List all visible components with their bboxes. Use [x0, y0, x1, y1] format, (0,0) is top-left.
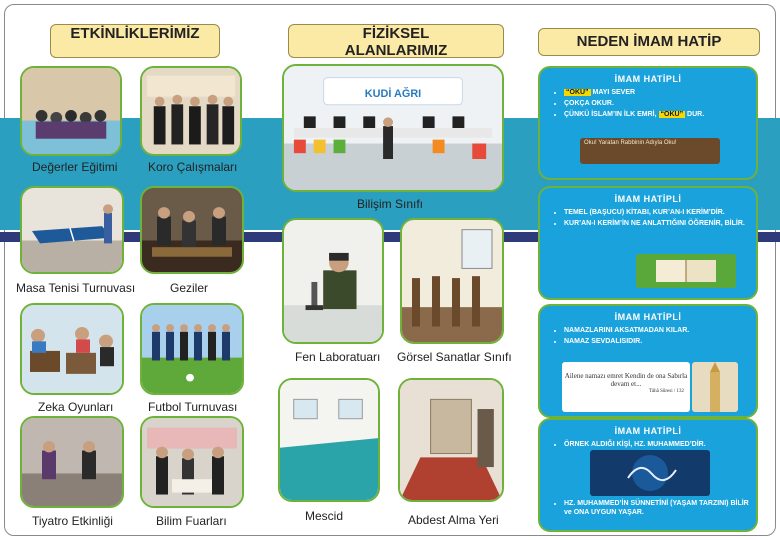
computer-class-scene-icon — [284, 66, 502, 190]
classroom-scene-icon — [22, 68, 120, 154]
caption-art-class: Görsel Sanatlar Sınıfı — [397, 350, 512, 364]
list-item: • ÇOKÇA OKUR. — [564, 99, 756, 108]
card-title: İMAM HATİPLİ — [614, 426, 682, 436]
photo-science-lab — [282, 218, 384, 344]
microscope-scene-icon — [284, 220, 382, 342]
photo-theatre — [20, 416, 124, 508]
verse-text: Ailene namazı emret Kendin de ona Sabırla devam et... — [564, 372, 688, 388]
art-class-scene-icon — [402, 220, 502, 342]
photo-art-class — [400, 218, 504, 344]
photo-computer-class — [282, 64, 504, 192]
card-quran — [538, 186, 758, 300]
list-item: • ÖRNEK ALDIĞI KİŞİ, HZ. MUHAMMED’DİR. — [564, 440, 756, 449]
highlight: “OKU” — [660, 111, 684, 118]
photo-science-fair — [140, 416, 244, 508]
photo-pingpong — [20, 186, 124, 274]
theatre-scene-icon — [22, 418, 122, 506]
card-list — [540, 326, 756, 346]
football-scene-icon — [142, 305, 242, 393]
caption-pingpong: Masa Tenisi Turnuvası — [16, 281, 136, 295]
card-list — [540, 88, 756, 119]
verse-reference: Tâhâ Sûresi / 132 — [648, 389, 684, 394]
title-activities — [50, 24, 220, 58]
mind-games-scene-icon — [22, 305, 122, 393]
caption-prayer-room: Mescid — [305, 509, 344, 523]
card-title: İMAM HATİPLİ — [614, 194, 682, 204]
title-activities-text: ETKİNLİKLERİMİZ — [70, 25, 200, 42]
open-book-icon — [636, 254, 736, 288]
card-prayer — [538, 304, 758, 418]
science-fair-scene-icon — [142, 418, 242, 506]
caption-science-lab: Fen Laboratuarı — [295, 350, 381, 364]
card-title: İMAM HATİPLİ — [614, 312, 682, 322]
title-physical-spaces-text: FİZİKSEL ALANLARIMIZ — [344, 25, 448, 59]
calligraphy-image — [590, 450, 710, 496]
quran-reading-image — [580, 138, 720, 164]
caption-mind-games: Zeka Oyunları — [38, 400, 114, 414]
photo-prayer-room — [278, 378, 380, 502]
caption-choir: Koro Çalışmaları — [148, 160, 238, 174]
caption-trips: Geziler — [170, 281, 209, 295]
caption-values-education: Değerler Eğitimi — [32, 160, 118, 174]
list-item: • ÇÜNKÜ İSLAM’IN İLK EMRİ, “OKU” DUR. — [564, 110, 756, 119]
list-item: • HZ. MUHAMMED’İN SÜNNETİNİ (YAŞAM TARZINI) BİLİR ve ONA UYGUN YAŞAR. — [564, 499, 756, 517]
ablution-scene-icon — [400, 380, 502, 500]
list-item: • KUR’AN-I KERİM’İN NE ANLATTIĞINI ÖĞRENİR, BİLİR. — [564, 219, 756, 228]
sign-text: KUDİ AĞRI — [364, 88, 422, 100]
card-list-bottom — [540, 499, 756, 517]
prayer-room-scene-icon — [280, 380, 378, 500]
choir-scene-icon — [142, 68, 240, 154]
title-why-imam-hatip — [538, 28, 760, 56]
caption-theatre: Tiyatro Etkinliği — [32, 514, 113, 528]
photo-football — [140, 303, 244, 395]
caption-science-fair: Bilim Fuarları — [156, 514, 227, 528]
list-item: • “OKU” MAYI SEVER — [564, 88, 756, 97]
card-title: İMAM HATİPLİ — [614, 74, 682, 84]
photo-choir — [140, 66, 242, 156]
title-physical-spaces — [288, 24, 504, 58]
list-item: • TEMEL (BAŞUCU) KİTABI, KUR’AN-I KERİM’DİR. — [564, 208, 756, 217]
photo-trips — [140, 186, 244, 274]
card-prophet — [538, 418, 758, 532]
verse-panel — [562, 362, 690, 412]
photo-ablution-area — [398, 378, 504, 502]
title-why-imam-hatip-text: NEDEN İMAM HATİP — [576, 33, 722, 50]
card-list — [540, 208, 756, 228]
trip-scene-icon — [142, 188, 242, 272]
highlight: “OKU” — [566, 89, 589, 96]
caption-football: Futbol Turnuvası — [148, 400, 238, 414]
card-reading — [538, 66, 758, 180]
caption-computer-class: Bilişim Sınıfı — [357, 197, 424, 211]
mosque-minaret-icon — [692, 362, 738, 412]
image-caption: Oku! Yaratan Rabbinin Adıyla Oku! — [584, 140, 677, 146]
card-list — [540, 440, 756, 449]
photo-mind-games — [20, 303, 124, 395]
table-tennis-scene-icon — [22, 188, 122, 272]
photo-values-education — [20, 66, 122, 156]
list-item: • NAMAZ SEVDALISIDIR. — [564, 337, 756, 346]
caption-ablution-area: Abdest Alma Yeri — [408, 513, 499, 527]
list-item: • NAMAZLARINI AKSATMADAN KILAR. — [564, 326, 756, 335]
